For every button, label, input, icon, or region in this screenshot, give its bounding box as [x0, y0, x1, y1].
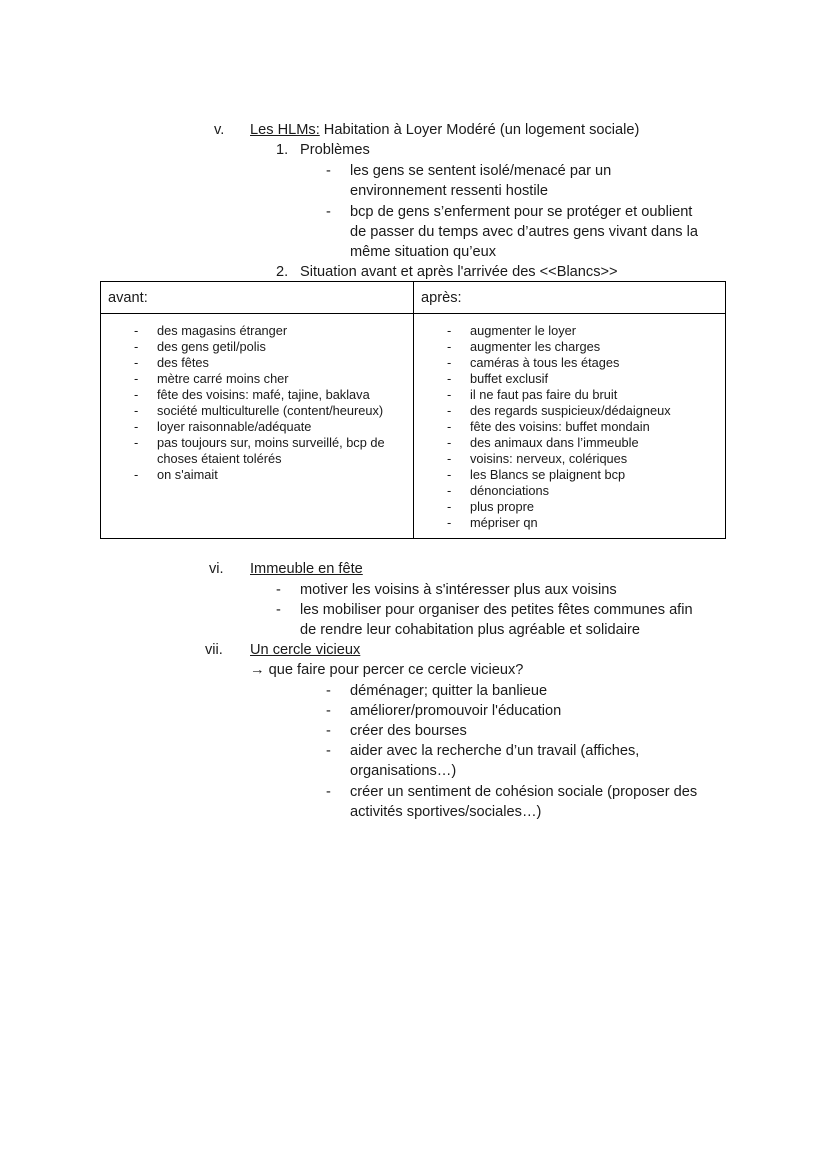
- bullet-dash: -: [326, 784, 331, 800]
- fete-item-1: motiver les voisins à s'intéresser plus aux voisins: [300, 582, 617, 598]
- table-header-avant: avant:: [101, 282, 414, 314]
- apres-item: - mépriser qn: [447, 515, 538, 530]
- sub2-title: Situation avant et après l'arrivée des <<Blancs>>: [300, 264, 618, 280]
- apres-item: - augmenter le loyer: [447, 323, 576, 338]
- apres-item: - des animaux dans l’immeuble: [447, 435, 639, 450]
- section-v-subtitle: Habitation à Loyer Modéré (un logement sociale): [319, 122, 640, 138]
- solution-item-5-line-2: activités sportives/sociales…): [350, 804, 542, 820]
- section-v-title: Les HLMs:: [250, 122, 320, 138]
- avant-item: - mètre carré moins cher: [134, 371, 289, 386]
- problem-item-1-line-1: les gens se sentent isolé/menacé par un: [350, 163, 612, 179]
- avant-item: - des gens getil/polis: [134, 339, 266, 354]
- apres-item: - fête des voisins: buffet mondain: [447, 419, 650, 434]
- solution-item-1: déménager; quitter la banlieue: [350, 683, 548, 699]
- section-v-heading: [250, 120, 639, 140]
- section-v-number: v.: [214, 122, 225, 138]
- apres-item: - plus propre: [447, 499, 535, 514]
- sub1-title: Problèmes: [300, 142, 370, 158]
- apres-item: - augmenter les charges: [447, 339, 601, 354]
- apres-item: - les Blancs se plaignent bcp: [447, 467, 626, 482]
- problem-item-1-line-2: environnement ressenti hostile: [350, 183, 548, 199]
- avant-item: - des magasins étranger: [134, 323, 288, 338]
- avant-item: - pas toujours sur, moins surveillé, bcp de: [134, 435, 385, 450]
- apres-item: - des regards suspicieux/dédaigneux: [447, 403, 671, 418]
- bullet-dash: -: [326, 163, 331, 179]
- section-vii-title: Un cercle vicieux: [250, 642, 361, 658]
- apres-item: - caméras à tous les étages: [447, 355, 620, 370]
- problem-item-2-line-3: même situation qu’eux: [350, 244, 497, 260]
- apres-item: - dénonciations: [447, 483, 549, 498]
- bullet-dash: -: [326, 204, 331, 220]
- section-vi-number: vi.: [209, 561, 224, 577]
- bullet-dash: -: [276, 602, 281, 618]
- avant-item: - société multiculturelle (content/heureux): [134, 403, 384, 418]
- bullet-dash: -: [326, 703, 331, 719]
- solution-item-4-line-1: aider avec la recherche d’un travail (affiches,: [350, 743, 640, 759]
- problem-item-2-line-2: de passer du temps avec d’autres gens vivant dans la: [350, 224, 699, 240]
- bullet-dash: -: [326, 683, 331, 699]
- avant-item-continuation: choses étaient tolérés: [157, 451, 282, 466]
- section-vii-number: vii.: [205, 642, 223, 658]
- apres-item: - voisins: nerveux, colériques: [447, 451, 628, 466]
- avant-item: - des fêtes: [134, 355, 209, 370]
- comparison-table: [100, 281, 726, 539]
- bullet-dash: -: [326, 723, 331, 739]
- avant-item: - loyer raisonnable/adéquate: [134, 419, 312, 434]
- solution-item-3: créer des bourses: [350, 723, 467, 739]
- apres-item: - buffet exclusif: [447, 371, 549, 386]
- avant-cell: [101, 314, 414, 539]
- problem-item-2-line-1: bcp de gens s’enferment pour se protéger et oublient: [350, 204, 693, 220]
- bullet-dash: -: [326, 743, 331, 759]
- apres-item: - il ne faut pas faire du bruit: [447, 387, 618, 402]
- section-vi-title: Immeuble en fête: [250, 561, 363, 577]
- solution-item-2: améliorer/promouvoir l'éducation: [350, 703, 562, 719]
- avant-item: - fête des voisins: mafé, tajine, baklava: [134, 387, 370, 402]
- sub2-number: 2.: [276, 264, 289, 280]
- solution-item-5-line-1: créer un sentiment de cohésion sociale (proposer des: [350, 784, 698, 800]
- bullet-dash: -: [276, 582, 281, 598]
- avant-item: - on s'aimait: [134, 467, 218, 482]
- fete-item-2-line-1: les mobiliser pour organiser des petites fêtes communes afin: [300, 602, 693, 618]
- fete-item-2-line-2: de rendre leur cohabitation plus agréable et solidaire: [300, 622, 640, 638]
- apres-cell: [414, 314, 726, 539]
- table-header-apres: après:: [414, 282, 726, 314]
- sub1-number: 1.: [276, 142, 289, 158]
- solution-item-4-line-2: organisations…): [350, 763, 457, 779]
- section-vii-question: → que faire pour percer ce cercle vicieux?: [250, 662, 524, 678]
